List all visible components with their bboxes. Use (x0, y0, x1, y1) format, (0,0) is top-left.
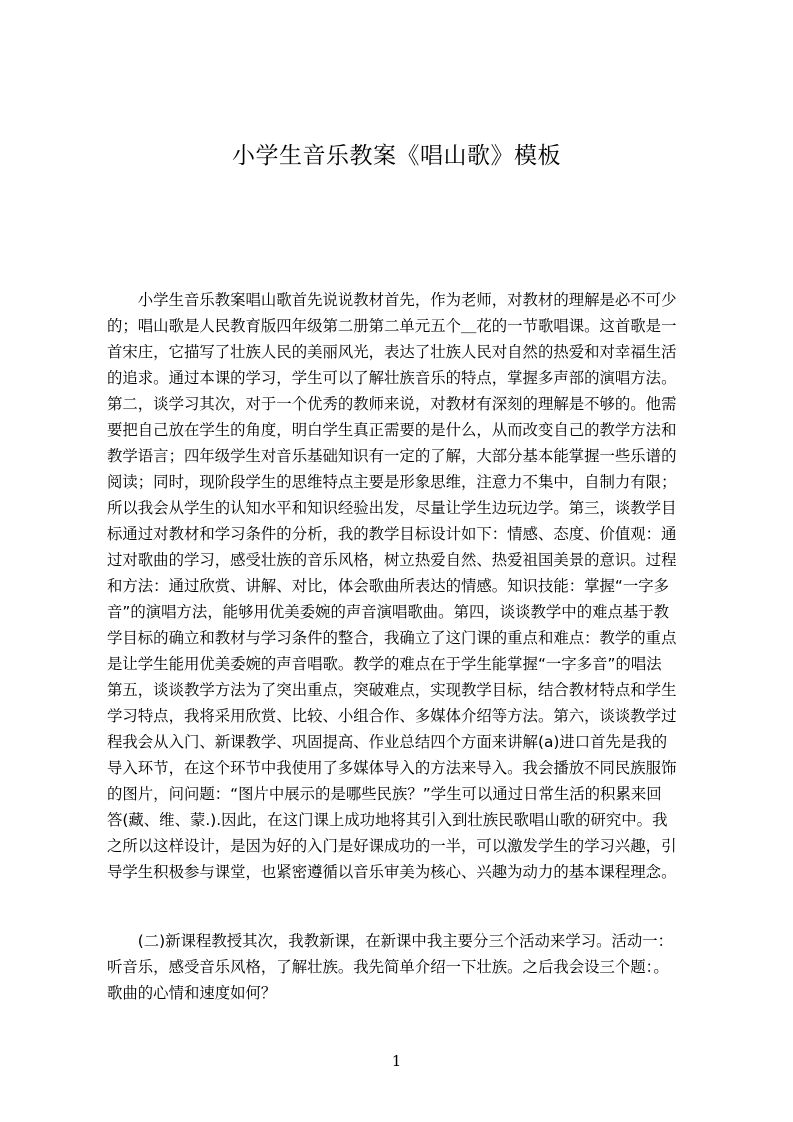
text-line: 首宋庄，它描写了壮族人民的美丽风光，表达了壮族人民对自然的热爱和对幸福生活 (107, 343, 677, 361)
text-line: 的；唱山歌是人民教育版四年级第二册第二单元五个＿花的一节歌唱课。这首歌是一 (107, 317, 677, 335)
text-line: 阅读；同时，现阶段学生的思维特点主要是形象思维，注意力不集中，自制力有限； (107, 473, 677, 491)
text-line: 要把自己放在学生的角度，明白学生真正需要的是什么，从而改变自己的教学方法和 (107, 421, 677, 439)
text-line: 听音乐，感受音乐风格，了解壮族。我先简单介绍一下壮族。之后我会设三个题：。 (107, 958, 669, 976)
text-line: 答(藏、维、蒙.).因此，在这门课上成功地将其引入到壮族民歌唱山歌的研究中。我 (107, 811, 668, 829)
text-line: 的图片，问问题：“图片中展示的是哪些民族？”学生可以通过日常生活的积累来回 (107, 785, 662, 803)
text-line: 学习特点，我将采用欣赏、比较、小组合作、多媒体介绍等方法。第六，谈谈教学过 (107, 707, 677, 725)
text-line: 歌曲的心情和速度如何？ (107, 984, 277, 1002)
text-line: 之所以这样设计，是因为好的入门是好课成功的一半，可以激发学生的学习兴趣，引 (107, 837, 677, 855)
text-line: 标通过对教材和学习条件的分析，我的教学目标设计如下：情感、态度、价值观：通 (107, 525, 677, 543)
text-line: 的追求。通过本课的学习，学生可以了解壮族音乐的特点，掌握多声部的演唱方法。 (107, 369, 677, 387)
document-title: 小学生音乐教案《唱山歌》模板 (232, 143, 561, 169)
text-line: 小学生音乐教案唱山歌首先说说教材首先，作为老师，对教材的理解是必不可少 (107, 291, 677, 309)
text-line: 程我会从入门、新课教学、巩固提高、作业总结四个方面来讲解(a)进口首先是我的 (107, 733, 668, 751)
text-line: 第五，谈谈教学方法为了突出重点，突破难点，实现教学目标，结合教材特点和学生 (107, 681, 677, 699)
paragraph-1 (107, 287, 697, 885)
text-line: 第二，谈学习其次，对于一个优秀的教师来说，对教材有深刻的理解是不够的。他需 (107, 395, 677, 413)
text-line: 学目标的确立和教材与学习条件的整合，我确立了这门课的重点和难点：教学的重点 (107, 629, 677, 647)
text-line: 所以我会从学生的认知水平和知识经验出发，尽量让学生边玩边学。第三，谈教学目 (107, 499, 677, 517)
paragraph-2 (107, 928, 697, 1006)
text-line: 导入环节，在这个环节中我使用了多媒体导入的方法来导入。我会播放不同民族服饰 (107, 759, 677, 777)
text-line: 和方法：通过欣赏、讲解、对比，体会歌曲所表达的情感。知识技能：掌握“一字多 (107, 577, 670, 595)
text-line: 导学生积极参与课堂，也紧密遵循以音乐审美为核心、兴趣为动力的基本课程理念。 (107, 863, 677, 881)
text-line: (二)新课程教授其次，我教新课，在新课中我主要分三个活动来学习。活动一： (107, 932, 674, 950)
text-line: 教学语言；四年级学生对音乐基础知识有一定的了解，大部分基本能掌握一些乐谱的 (107, 447, 677, 465)
text-line: 是让学生能用优美委婉的声音唱歌。教学的难点在于学生能掌握“一字多音”的唱法 (107, 655, 662, 673)
page-number: 1 (391, 1052, 402, 1070)
text-line: 过对歌曲的学习，感受壮族的音乐风格，树立热爱自然、热爱祖国美景的意识。过程 (107, 551, 677, 569)
text-line: 音”的演唱方法，能够用优美委婉的声音演唱歌曲。第四，谈谈教学中的难点基于教 (107, 603, 670, 621)
